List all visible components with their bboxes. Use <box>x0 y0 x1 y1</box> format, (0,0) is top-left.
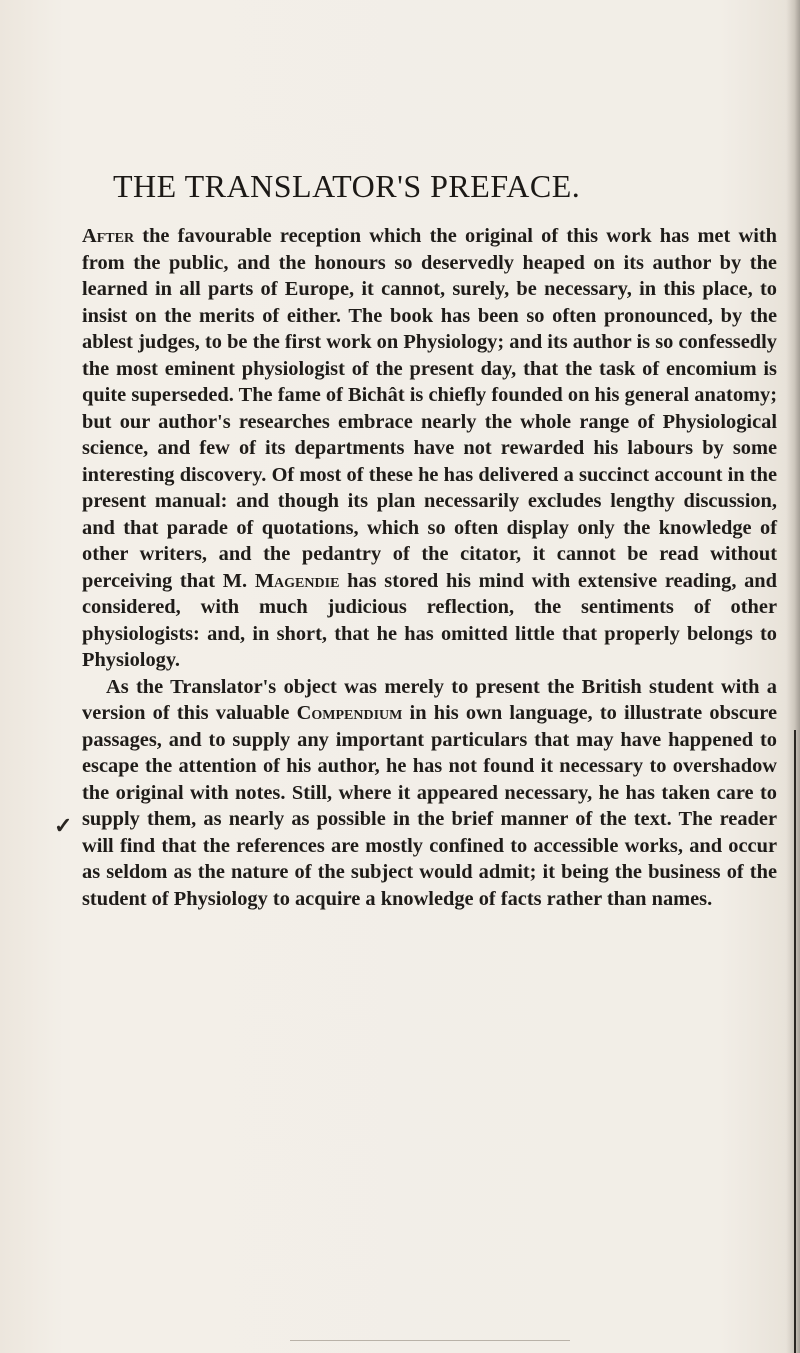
page-title: THE TRANSLATOR'S PREFACE. <box>113 168 581 204</box>
page-edge-line <box>794 730 796 1353</box>
paragraph-2-text: As the Translator's object was merely to present the British student with a version of this valuable <box>82 675 777 724</box>
paragraph-1-tail: has stored his mind with extensive reading, and considered, with much judicious reflection, the sentiments of other physiologists: and, in short, that he has omitted little that properly belongs to Physiology. <box>82 569 777 671</box>
author-name: Magendie <box>254 569 340 592</box>
paragraph-1-lead: After <box>82 225 135 247</box>
paragraph-1 <box>82 223 777 674</box>
bottom-rule <box>290 1340 570 1341</box>
page-edge-shadow <box>786 0 800 1353</box>
paragraph-1-text: the favourable reception which the original of this work has met with from the public, and the honours so deservedly heaped on its author by the learned in all parts of Europe, it cannot, surely, be necessary, in this place, to insist on the merits of either. The book has been so often pronounced, by the ablest judges, to be the first work on Physiology; and its author is so confessedly the most eminent physiologist of the present day, that the task of encomium is quite superseded. The fame of Bichât is chiefly founded on his general anatomy; but our author's researches embrace nearly the whole range of Physiological science, and few of its departments have not rewarded his labours by some interesting discovery. Of most of these he has delivered a succinct account in the present manual: and though its plan necessarily excludes lengthy discussion, and that parade of quotations, which so often display only the knowledge of other writers, and the pedantry of the citator, it cannot be read without perceiving that M. <box>82 225 777 592</box>
compendium-term: Compendium <box>296 702 403 724</box>
margin-mark: ✓ <box>54 813 73 838</box>
paragraph-2 <box>82 674 777 913</box>
preface-body <box>82 223 777 912</box>
paragraph-2-tail: in his own language, to illustrate obscure passages, and to supply any important particulars that may have happened to escape the attention of his author, he has not found it necessary to overshadow the original with notes. Still, where it appeared necessary, he has taken care to supply them, as nearly as possible in the brief manner of the text. The reader will find that the references are mostly confined to accessible works, and occur as seldom as the nature of the subject would admit; it being the business of the student of Physiology to acquire a knowledge of facts rather than names. <box>82 702 777 910</box>
